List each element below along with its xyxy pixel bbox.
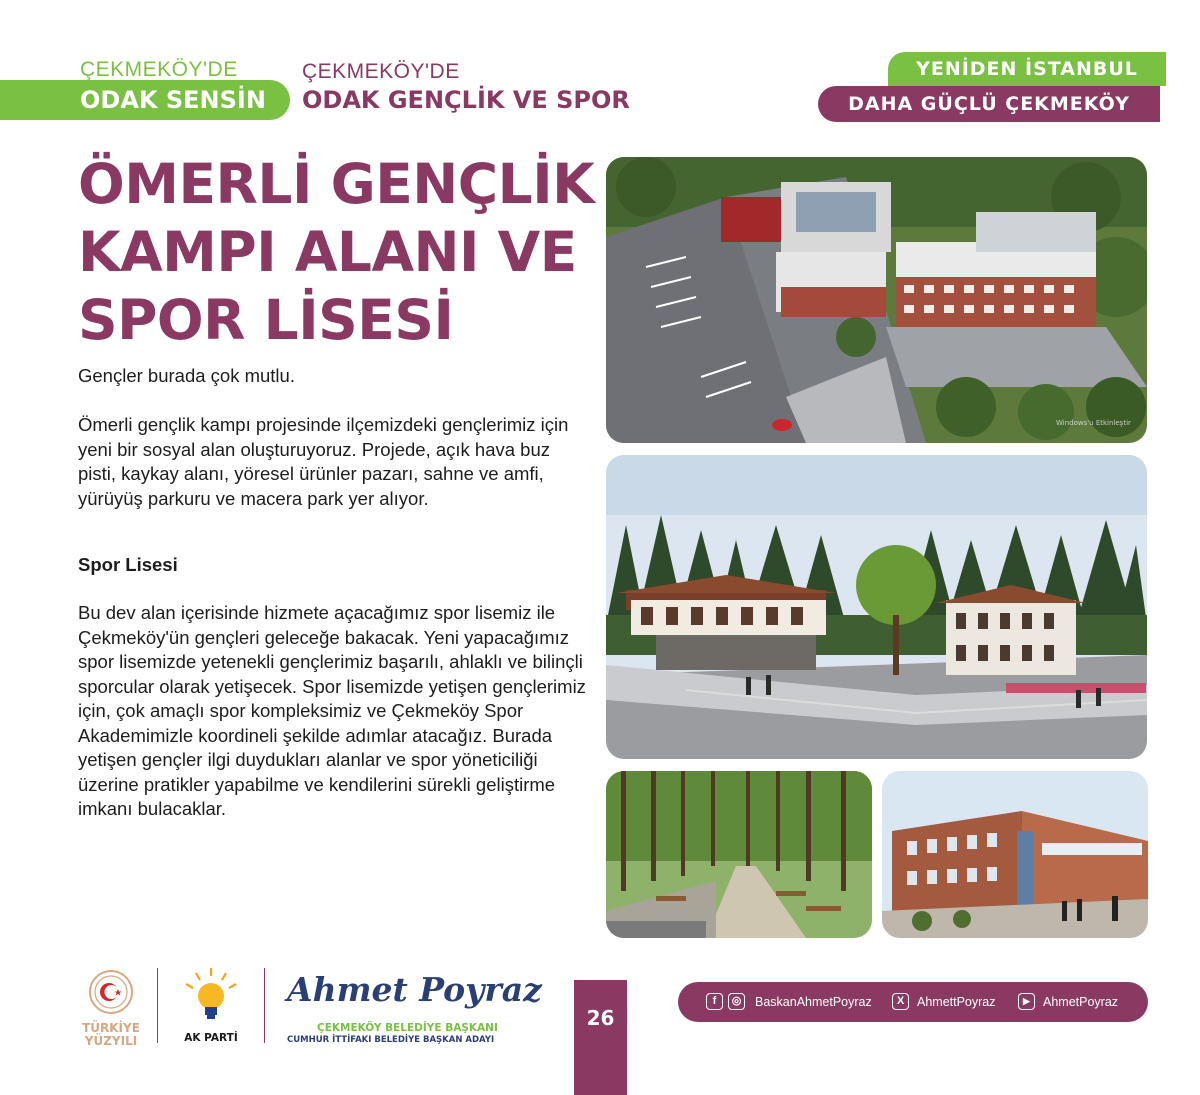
subheading-spor-lisesi: Spor Lisesi: [78, 554, 178, 575]
turkiye-yuzyili-logo: [80, 968, 142, 1048]
intro-text: Gençler burada çok mutlu.: [78, 365, 295, 386]
brick-school-image: [882, 771, 1148, 938]
page-title: [78, 150, 598, 354]
social-bar: [678, 982, 1148, 1022]
crescent-star-icon: [80, 968, 142, 1016]
header-right-bottom: DAHA GÜÇLÜ ÇEKMEKÖY: [818, 86, 1160, 122]
title-line-1: ÖMERLİ GENÇLİK: [78, 152, 595, 216]
logo1-line1: TÜRKİYE: [82, 1021, 140, 1035]
light-bulb-icon: [178, 966, 244, 1024]
x-icon[interactable]: X: [892, 993, 909, 1010]
social-item-1[interactable]: [706, 993, 872, 1010]
social-handle-1[interactable]: BaskanAhmetPoyraz: [755, 994, 872, 1009]
logo1-line2: YÜZYILI: [84, 1034, 138, 1048]
title-line-2: KAMPI ALANI VE: [78, 220, 577, 284]
header-mid-small: ÇEKMEKÖY'DE: [302, 60, 460, 83]
header-left-big: ODAK SENSİN: [80, 86, 266, 114]
youtube-icon[interactable]: ▶: [1018, 993, 1035, 1010]
facebook-icon[interactable]: f: [706, 993, 723, 1010]
page-number: 26: [574, 980, 627, 1095]
logo2-label: AK PARTİ: [184, 1032, 238, 1044]
plaza-buildings-image: [606, 455, 1147, 759]
social-handle-2[interactable]: AhmettPoyraz: [917, 994, 996, 1009]
paragraph-2: Bu dev alan içerisinde hizmete açacağımız spor lisemiz ile Çekmeköy'ün gençleri geleceğe bakacak. Yeni yapacağımız spor lisemizde yetenekli gençlerimiz başarılı, ahlaklı ve bilinçli sporcular olarak yetişecek. Spor lisemizde yetişen gençlerimiz için, çok amaçlı spor kompleksimiz ve Çekmeköy Spor Akademimizle koordineli şekilde adımlar atacağız. Burada yetişen gençler ilgi duydukları alanlar ve spor yöneticiliği üzerine pratikler yapabilme ve kendilerini sürekli geliştirme imkanı bulacaklar.: [78, 602, 586, 819]
aerial-campus-illustration: [606, 157, 1147, 443]
paragraph-1: Ömerli gençlik kampı projesinde ilçemizdeki gençlerimiz için yeni bir sosyal alan oluşturuyoruz. Projede, açık hava buz pisti, kaykay alanı, yöresel ürünler pazarı, sahne ve amfi, yürüyüş parkuru ve macera park yer alıyor.: [78, 414, 569, 509]
title-line-3: SPOR LİSESİ: [78, 288, 454, 352]
forest-walkway-image: [606, 771, 872, 938]
footer-divider-2: [264, 968, 265, 1043]
role-line-2: CUMHUR İTTİFAKI BELEDİYE BAŞKAN ADAYI: [287, 1035, 495, 1045]
brick-school-illustration: [882, 771, 1148, 938]
role-line-1: ÇEKMEKÖY BELEDİYE BAŞKANI: [317, 1022, 498, 1034]
social-item-3[interactable]: [1018, 993, 1118, 1010]
signature-name: Ahmet Poyraz: [287, 970, 542, 1009]
header-right-top: YENİDEN İSTANBUL: [888, 52, 1166, 86]
ak-parti-logo: [178, 966, 244, 1046]
social-item-2[interactable]: [892, 993, 996, 1010]
aerial-campus-image: [606, 157, 1147, 443]
header-left-small: ÇEKMEKÖY'DE: [80, 58, 238, 81]
instagram-icon[interactable]: ◎: [728, 993, 745, 1010]
social-handle-3[interactable]: AhmetPoyraz: [1043, 994, 1119, 1009]
forest-walkway-illustration: [606, 771, 872, 938]
footer-divider-1: [157, 968, 158, 1043]
plaza-buildings-illustration: [606, 455, 1147, 759]
watermark-text: Windows'u Etkinleştir: [1056, 419, 1131, 427]
header-mid-big: ODAK GENÇLİK VE SPOR: [302, 86, 630, 114]
